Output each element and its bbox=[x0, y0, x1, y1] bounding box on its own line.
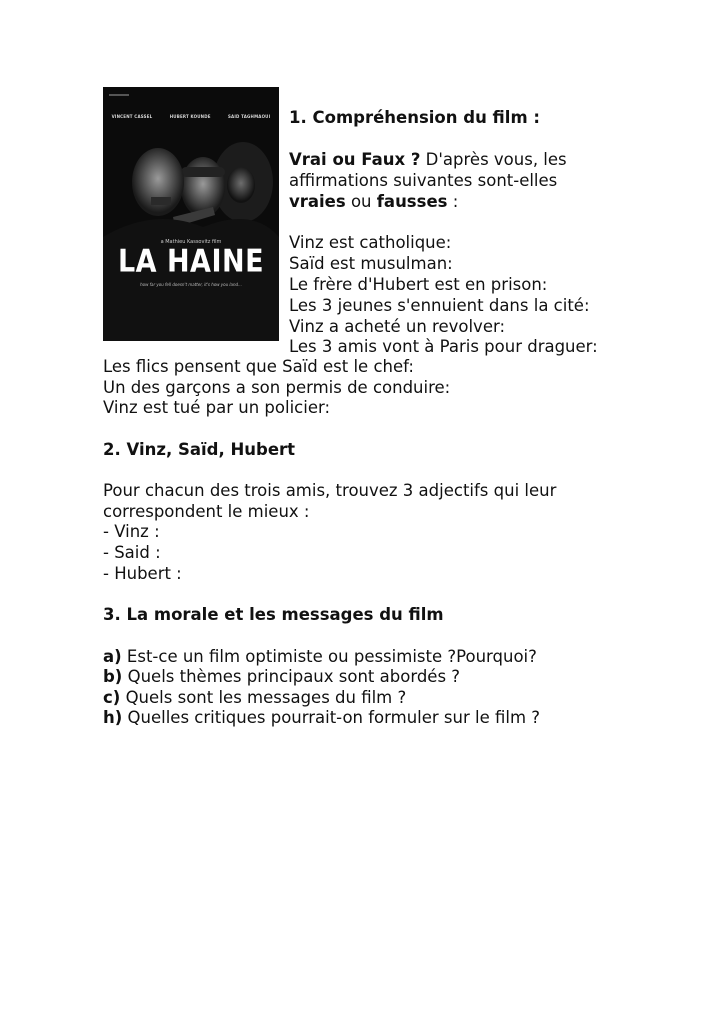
poster-title: LA HAINE bbox=[117, 243, 265, 280]
statement-5: Vinz a acheté un revolver: bbox=[289, 317, 506, 336]
section-3-heading: 3. La morale et les messages du film bbox=[103, 605, 444, 624]
instruction-text-1: D'après vous, les bbox=[420, 150, 567, 169]
question-b-text: Quels thèmes principaux sont abordés ? bbox=[122, 667, 461, 686]
friend-item-vinz: - Vinz : bbox=[103, 522, 160, 541]
statement-8: Un des garçons a son permis de conduire: bbox=[103, 378, 451, 397]
statement-2: Saïd est musulman: bbox=[289, 254, 453, 273]
statement-7: Les flics pensent que Saïd est le chef: bbox=[103, 357, 414, 376]
poster-actor-names bbox=[103, 114, 279, 119]
statement-6: Les 3 amis vont à Paris pour draguer: bbox=[289, 337, 598, 356]
statement-4: Les 3 jeunes s'ennuient dans la cité: bbox=[289, 296, 590, 315]
section-2-heading: 2. Vinz, Saïd, Hubert bbox=[103, 440, 296, 459]
instruction-line-1 bbox=[289, 150, 567, 170]
question-c-text: Quels sont les messages du film ? bbox=[120, 688, 407, 707]
instruction-text-3: : bbox=[447, 192, 459, 211]
question-a-text: Est-ce un film optimiste ou pessimiste ?Pourquoi? bbox=[121, 647, 537, 666]
question-a bbox=[103, 647, 537, 667]
poster-director-line: a Mathieu Kassovitz film bbox=[160, 239, 222, 245]
question-h-text: Quelles critiques pourrait-on formuler sur le film ? bbox=[122, 708, 541, 727]
statement-3: Le frère d'Hubert est en prison: bbox=[289, 275, 548, 294]
statement-1: Vinz est catholique: bbox=[289, 233, 452, 252]
poster-tagline: how far you fell doesn't matter, it's how you land... bbox=[140, 282, 242, 287]
question-c bbox=[103, 688, 406, 708]
section-1-heading: 1. Compréhension du film : bbox=[289, 108, 540, 127]
poster-corner-mark bbox=[109, 94, 129, 96]
section-2-intro-line-1: Pour chacun des trois amis, trouvez 3 adjectifs qui leur bbox=[103, 481, 557, 500]
friend-item-hubert: - Hubert : bbox=[103, 564, 182, 583]
instruction-line-3 bbox=[289, 192, 458, 212]
instruction-bold-vraies: vraies bbox=[289, 192, 346, 211]
question-h-letter: h) bbox=[103, 708, 123, 727]
question-b bbox=[103, 667, 460, 687]
poster-actor-3: SAID TAGHMAOUI bbox=[227, 114, 271, 119]
statement-9: Vinz est tué par un policier: bbox=[103, 398, 331, 417]
instruction-line-2: affirmations suivantes sont-elles bbox=[289, 171, 558, 190]
instruction-bold-fausses: fausses bbox=[376, 192, 448, 211]
instruction-bold-vrai-faux: Vrai ou Faux ? bbox=[289, 150, 421, 169]
question-c-letter: c) bbox=[103, 688, 121, 707]
poster-actor-2: HUBERT KOUNDE bbox=[169, 114, 211, 119]
question-b-letter: b) bbox=[103, 667, 123, 686]
question-h bbox=[103, 708, 540, 728]
question-a-letter: a) bbox=[103, 647, 122, 666]
instruction-text-2: ou bbox=[345, 192, 377, 211]
poster-photo bbox=[103, 87, 279, 341]
section-2-intro-line-2: correspondent le mieux : bbox=[103, 502, 310, 521]
film-poster-image bbox=[103, 87, 279, 341]
friend-item-said: - Said : bbox=[103, 543, 161, 562]
poster-actor-1: VINCENT CASSEL bbox=[111, 114, 153, 119]
